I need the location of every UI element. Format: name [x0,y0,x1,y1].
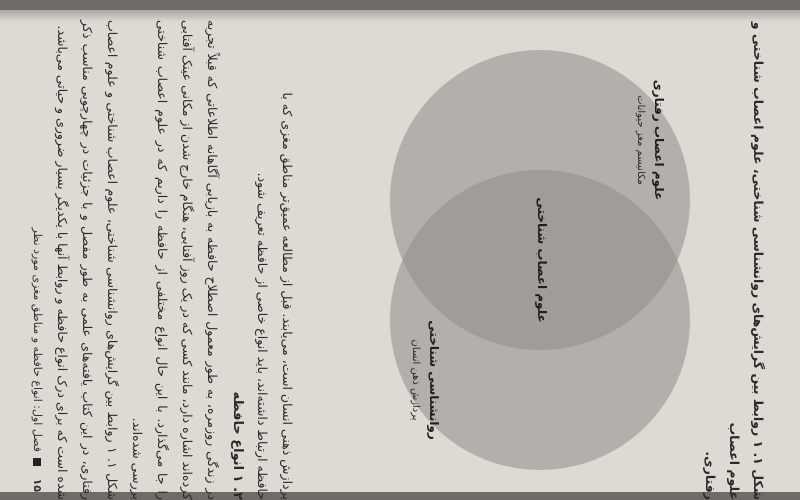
text-line-1: پردازش ذهنی انسان است، می‌یابند. قبل از مطالعه عمیق‌تر مناطق مغزی که با [280,92,295,500]
venn-svg [370,20,710,500]
running-header [24,20,46,500]
caption-line-1: شکل ۱. ۱ روابط بین گرایش‌های روانشناسی شناختی، علوم اعصاب شناختی و علوم اعصاب [727,21,766,500]
venn-diagram [370,20,710,500]
paragraph-1: در زندگی روزمره، به طور معمول اصطلاح حافظه به بازیابی آگاهانه اطلاعاتی که قبلاً تجربه کرده‌اند اشاره دارد، مانند کسی که در یک روز آفتابی، هنگام خارج شدن از مکانی عینک آفتابی را جا می‌گذارد. با این حال انواع مختلفی از حافظه را داریم که در علوم اعصاب شناختی بررسی شده‌اند. [130,20,220,500]
rotated-page-content [10,20,790,500]
venn-left-sublabel: پردازش ذهن انسان [410,339,421,421]
caption-line-2: رفتاری. [703,451,718,500]
header-square-marker [33,458,41,466]
venn-right-sublabel: مکانیسم مغز حیوانات [635,95,646,185]
paragraph-2: شکل ۱. ۱ روابط بین گرایش‌های روانشناسی شناختی، علوم اعصاب شناختی و علوم اعصاب رفتاری، در این کتاب یافته‌های علمی به طور مفصل و با جزئیات در چهارچوبی مناسب ذکر شده است که برای درک انواع حافظه و روابط آنها با یکدیگر بسیار ضروری و حیاتی می‌باشد. [55,20,120,500]
venn-left-label: روانشناسی شناختی [427,320,441,440]
book-page [0,10,800,500]
venn-overlap-label: علوم اعصاب شناختی [535,197,549,323]
venn-right-label: علوم اعصاب رفتاری [652,79,666,201]
text-line-2: حافظه ارتباط داشته‌اند، باید انواع خاصی از حافظه تعریف شود. [255,172,270,500]
page-number: ۱۵ [31,478,44,492]
section-heading: ۲. ۱ انواع حافظه [230,391,245,500]
header-title: فصل اول: انواع حافظه و مناطق مغزی مورد نظر [31,227,44,452]
body-text [50,20,300,500]
